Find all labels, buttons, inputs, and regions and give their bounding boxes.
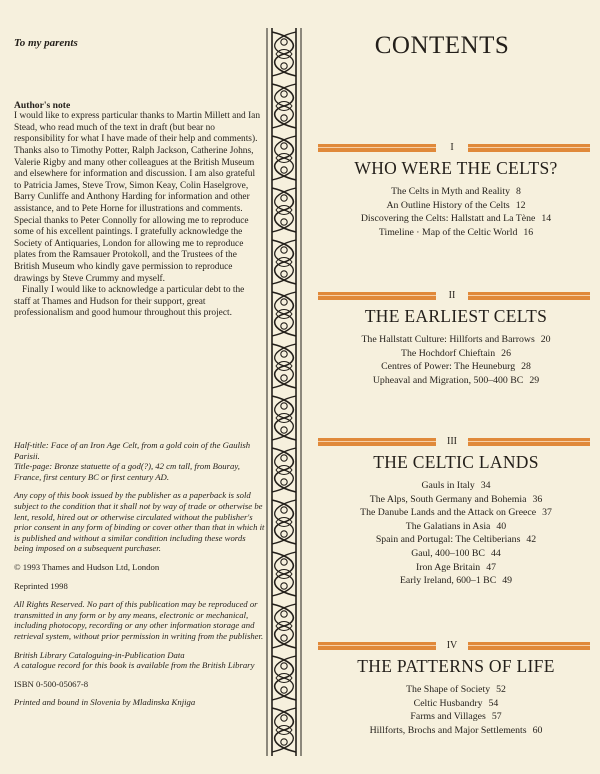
- toc-entry-page: 42: [526, 534, 537, 546]
- toc-entry-title: Discovering the Celts: Hallstatt and La Tène: [360, 213, 536, 225]
- toc-entry-page: 49: [502, 575, 513, 587]
- toc-entry[interactable]: [312, 520, 600, 534]
- section-title: THE PATTERNS OF LIFE: [357, 656, 555, 676]
- toc-entry-page: 34: [480, 480, 491, 491]
- sale-conditions: Any copy of this book issued by the publisher as a paperback is sold subject to the condition that it shall not by way of trade or otherwise be lent, resold, hired out or otherwise circulated without the publisher's prior consent in any form of binding or cover other than that in which it is published and without a similar condition including these words being imposed on a subsequent purchaser.: [14, 490, 265, 554]
- toc-entry-title: The Galatians in Asia: [405, 520, 491, 532]
- toc-entry-page: 37: [542, 507, 552, 519]
- celtic-knotwork-ornament-icon: [262, 28, 306, 756]
- authors-note-paragraph: Finally I would like to acknowledge a particular debt to the staff at Thames and Hudson for their support, great professionalism and good humour throughout this project.: [14, 285, 245, 319]
- title-page-text: Title-page: Bronze statuette of a god(?), 42 cm tall, from Bouray, France, first century BC or first century AD.: [14, 461, 240, 482]
- half-title-caption: [14, 440, 266, 482]
- toc-entry[interactable]: [312, 199, 600, 213]
- toc-entry-page: 52: [496, 684, 506, 695]
- toc-entry-title: Iron Age Britain: [415, 561, 481, 573]
- contents-section: [312, 290, 600, 387]
- section-entries: [312, 683, 600, 737]
- toc-entry[interactable]: [312, 212, 600, 226]
- section-band: [318, 436, 590, 448]
- toc-entry-page: 57: [491, 711, 502, 723]
- cip-data: [14, 650, 266, 671]
- toc-entry-page: 36: [532, 493, 543, 505]
- band-left: [318, 144, 436, 152]
- toc-entry-page: 16: [523, 226, 534, 238]
- toc-entry-page: 44: [490, 547, 501, 559]
- authors-note-heading: Author's note: [14, 99, 71, 111]
- band-right: [468, 642, 590, 650]
- authors-note-paragraph: I would like to express particular thanks to Martin Millett and Ian Stead, who read much of the text in draft (but bear no responsibility for what I have made of their help and comments). Thanks also to Timothy Potter, Ralph Jackson, Catherine Johns, Valerie Rigby and many other colleagues at the British Museum and elsewhere for information and discussion. I am also grateful to Patricia James, Steve Trow, Simon Keay, Colin Haselgrove, Barry Cunliffe and Anthony Harding for information and other assistance, and to Pete Horne for illustrations and comments. Special thanks to Peter Connolly for allowing me to reproduce some of his excellent paintings. I gratefully acknowledge the Society of Antiquaries, London for allowing me to reproduce plates from the Ramsauer Protokoll, and the Trustees of the British Museum who kindly gave permission to reproduce drawings by Steve Crummy and myself.: [14, 111, 261, 284]
- toc-entry-title: Farms and Villages: [410, 711, 486, 723]
- dedication: To my parents: [14, 37, 78, 49]
- toc-entry-title: Hillforts, Brochs and Major Settlements: [369, 724, 527, 736]
- half-title-text: Half-title: Face of an Iron Age Celt, from a gold coin of the Gaulish Parisii.: [14, 440, 251, 461]
- toc-entry-page: 28: [521, 361, 531, 373]
- toc-entry-title: Upheaval and Migration, 500–400 BC: [372, 374, 524, 386]
- toc-entry-page: 40: [496, 520, 507, 532]
- section-title: THE EARLIEST CELTS: [364, 306, 548, 326]
- copyright-line: © 1993 Thames and Hudson Ltd, London: [14, 561, 160, 572]
- toc-entry[interactable]: [312, 374, 600, 388]
- contents-section: [312, 640, 600, 737]
- section-title: THE CELTIC LANDS: [373, 452, 539, 472]
- toc-entry-title: The Celts in Myth and Reality: [391, 186, 510, 197]
- section-title: WHO WERE THE CELTS?: [354, 158, 558, 178]
- toc-entry[interactable]: [312, 683, 600, 697]
- toc-entry-title: Gauls in Italy: [421, 480, 475, 491]
- cip-heading: British Library Cataloguing-in-Publication Data: [14, 649, 185, 660]
- toc-entry-title: Timeline · Map of the Celtic World: [378, 226, 518, 238]
- toc-entry[interactable]: [312, 360, 600, 374]
- toc-entry-title: Gaul, 400–100 BC: [411, 547, 485, 559]
- toc-entry-title: Early Ireland, 600–1 BC: [399, 575, 497, 587]
- band-left: [318, 292, 436, 300]
- toc-entry-title: The Shape of Society: [406, 684, 491, 695]
- section-band: [318, 142, 590, 154]
- toc-entry[interactable]: [312, 333, 600, 347]
- front-matter: [14, 38, 262, 320]
- toc-entry-title: The Hochdorf Chieftain: [401, 347, 496, 359]
- toc-entry-page: 14: [541, 213, 552, 225]
- toc-entry-page: 20: [540, 334, 551, 345]
- toc-entry[interactable]: [312, 697, 600, 711]
- toc-entry-page: 60: [532, 724, 543, 736]
- printer-line: Printed and bound in Slovenia by Mladinska Knjiga: [14, 697, 196, 708]
- toc-entry[interactable]: [312, 479, 600, 493]
- section-band: [318, 290, 590, 302]
- toc-entry[interactable]: [312, 493, 600, 507]
- section-band: [318, 640, 590, 652]
- toc-entry[interactable]: [312, 547, 600, 561]
- isbn: ISBN 0-500-05067-8: [14, 678, 89, 689]
- toc-entry-page: 12: [515, 199, 526, 211]
- section-entries: [312, 185, 600, 239]
- authors-note: [14, 100, 262, 320]
- toc-entry[interactable]: [312, 347, 600, 361]
- section-numeral: IV: [446, 640, 458, 651]
- toc-entry[interactable]: [312, 574, 600, 588]
- section-numeral: II: [448, 290, 456, 301]
- toc-entry-title: The Danube Lands and the Attack on Greece: [360, 507, 537, 519]
- reprint-line: Reprinted 1998: [14, 580, 68, 591]
- band-left: [318, 642, 436, 650]
- toc-entry-title: The Alps, South Germany and Bohemia: [369, 493, 527, 505]
- toc-entry[interactable]: [312, 710, 600, 724]
- toc-entry[interactable]: [312, 724, 600, 738]
- toc-entry-title: Centres of Power: The Heuneburg: [381, 361, 516, 373]
- toc-entry-title: Celtic Husbandry: [413, 697, 483, 709]
- band-left: [318, 438, 436, 446]
- toc-entry[interactable]: [312, 506, 600, 520]
- band-right: [468, 144, 590, 152]
- cip-text: A catalogue record for this book is available from the British Library: [14, 660, 255, 671]
- band-right: [468, 292, 590, 300]
- contents-title: CONTENTS: [374, 32, 510, 59]
- section-entries: [312, 479, 600, 588]
- toc-entry-page: 54: [488, 697, 499, 709]
- toc-entry-page: 26: [501, 347, 511, 359]
- section-numeral: III: [447, 436, 457, 447]
- toc-entry-title: The Hallstatt Culture: Hillforts and Barrows: [361, 334, 535, 345]
- contents-section: [312, 142, 600, 239]
- toc-entry[interactable]: [312, 561, 600, 575]
- toc-entry-page: 47: [486, 561, 496, 573]
- toc-entry-page: 29: [529, 374, 540, 386]
- band-right: [468, 438, 590, 446]
- section-entries: [312, 333, 600, 387]
- contents-section: [312, 436, 600, 588]
- rights-notice: All Rights Reserved. No part of this publication may be reproduced or transmitted in any form or by any means, electronic or mechanical, including photocopy, recording or any other information storage and retrieval system, without prior permission in writing from the publisher.: [14, 599, 264, 641]
- toc-entry[interactable]: [312, 533, 600, 547]
- toc-entry[interactable]: [312, 185, 600, 199]
- toc-entry-page: 8: [516, 186, 521, 197]
- section-numeral: I: [450, 142, 454, 153]
- toc-entry[interactable]: [312, 226, 600, 240]
- toc-entry-title: An Outline History of the Celts: [386, 199, 510, 211]
- copyright-block: [14, 440, 266, 716]
- toc-entry-title: Spain and Portugal: The Celtiberians: [375, 534, 521, 546]
